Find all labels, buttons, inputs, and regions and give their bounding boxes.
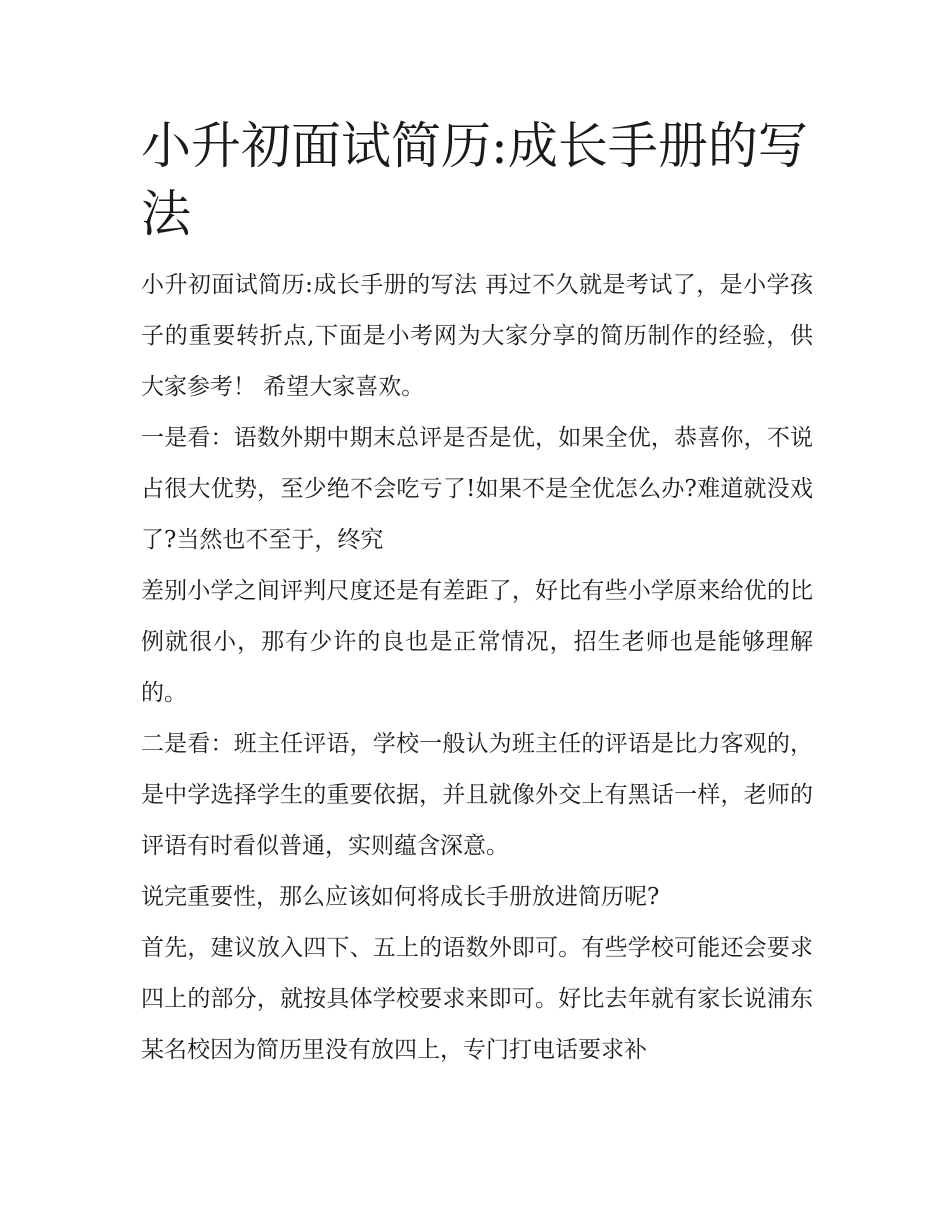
paragraph-second-point: 二是看：班主任评语，学校一般认为班主任的评语是比力客观的，是中学选择学生的重要依据，并且就像外交上有黑话一样，老师的评语有时看似普通，实则蕴含深意。 <box>141 731 813 859</box>
document-page <box>141 112 813 1076</box>
paragraph-intro: 小升初面试简历:成长手册的写法 再过不久就是考试了，是小学孩子的重要转折点,下面是小考网为大家分享的简历制作的经验，供大家参考！ 希望大家喜欢。 <box>141 272 813 400</box>
paragraph-difference: 差别小学之间评判尺度还是有差距了，好比有些小学原来给优的比例就很小，那有少许的良也是正常情况，招生老师也是能够理解的。 <box>141 578 813 706</box>
paragraph-first-step: 首先，建议放入四下、五上的语数外即可。有些学校可能还会要求四上的部分，就按具体学校要求来即可。好比去年就有家长说浦东某名校因为简历里没有放四上，专门打电话要求补 <box>141 935 813 1063</box>
document-title: 小升初面试简历:成长手册的写法 <box>141 117 808 243</box>
paragraph-first-point: 一是看：语数外期中期末总评是否是优，如果全优，恭喜你，不说占很大优势，至少绝不会吃亏了!如果不是全优怎么办?难道就没戏了?当然也不至于，终究 <box>141 425 813 553</box>
paragraph-question: 说完重要性，那么应该如何将成长手册放进简历呢? <box>141 884 660 910</box>
